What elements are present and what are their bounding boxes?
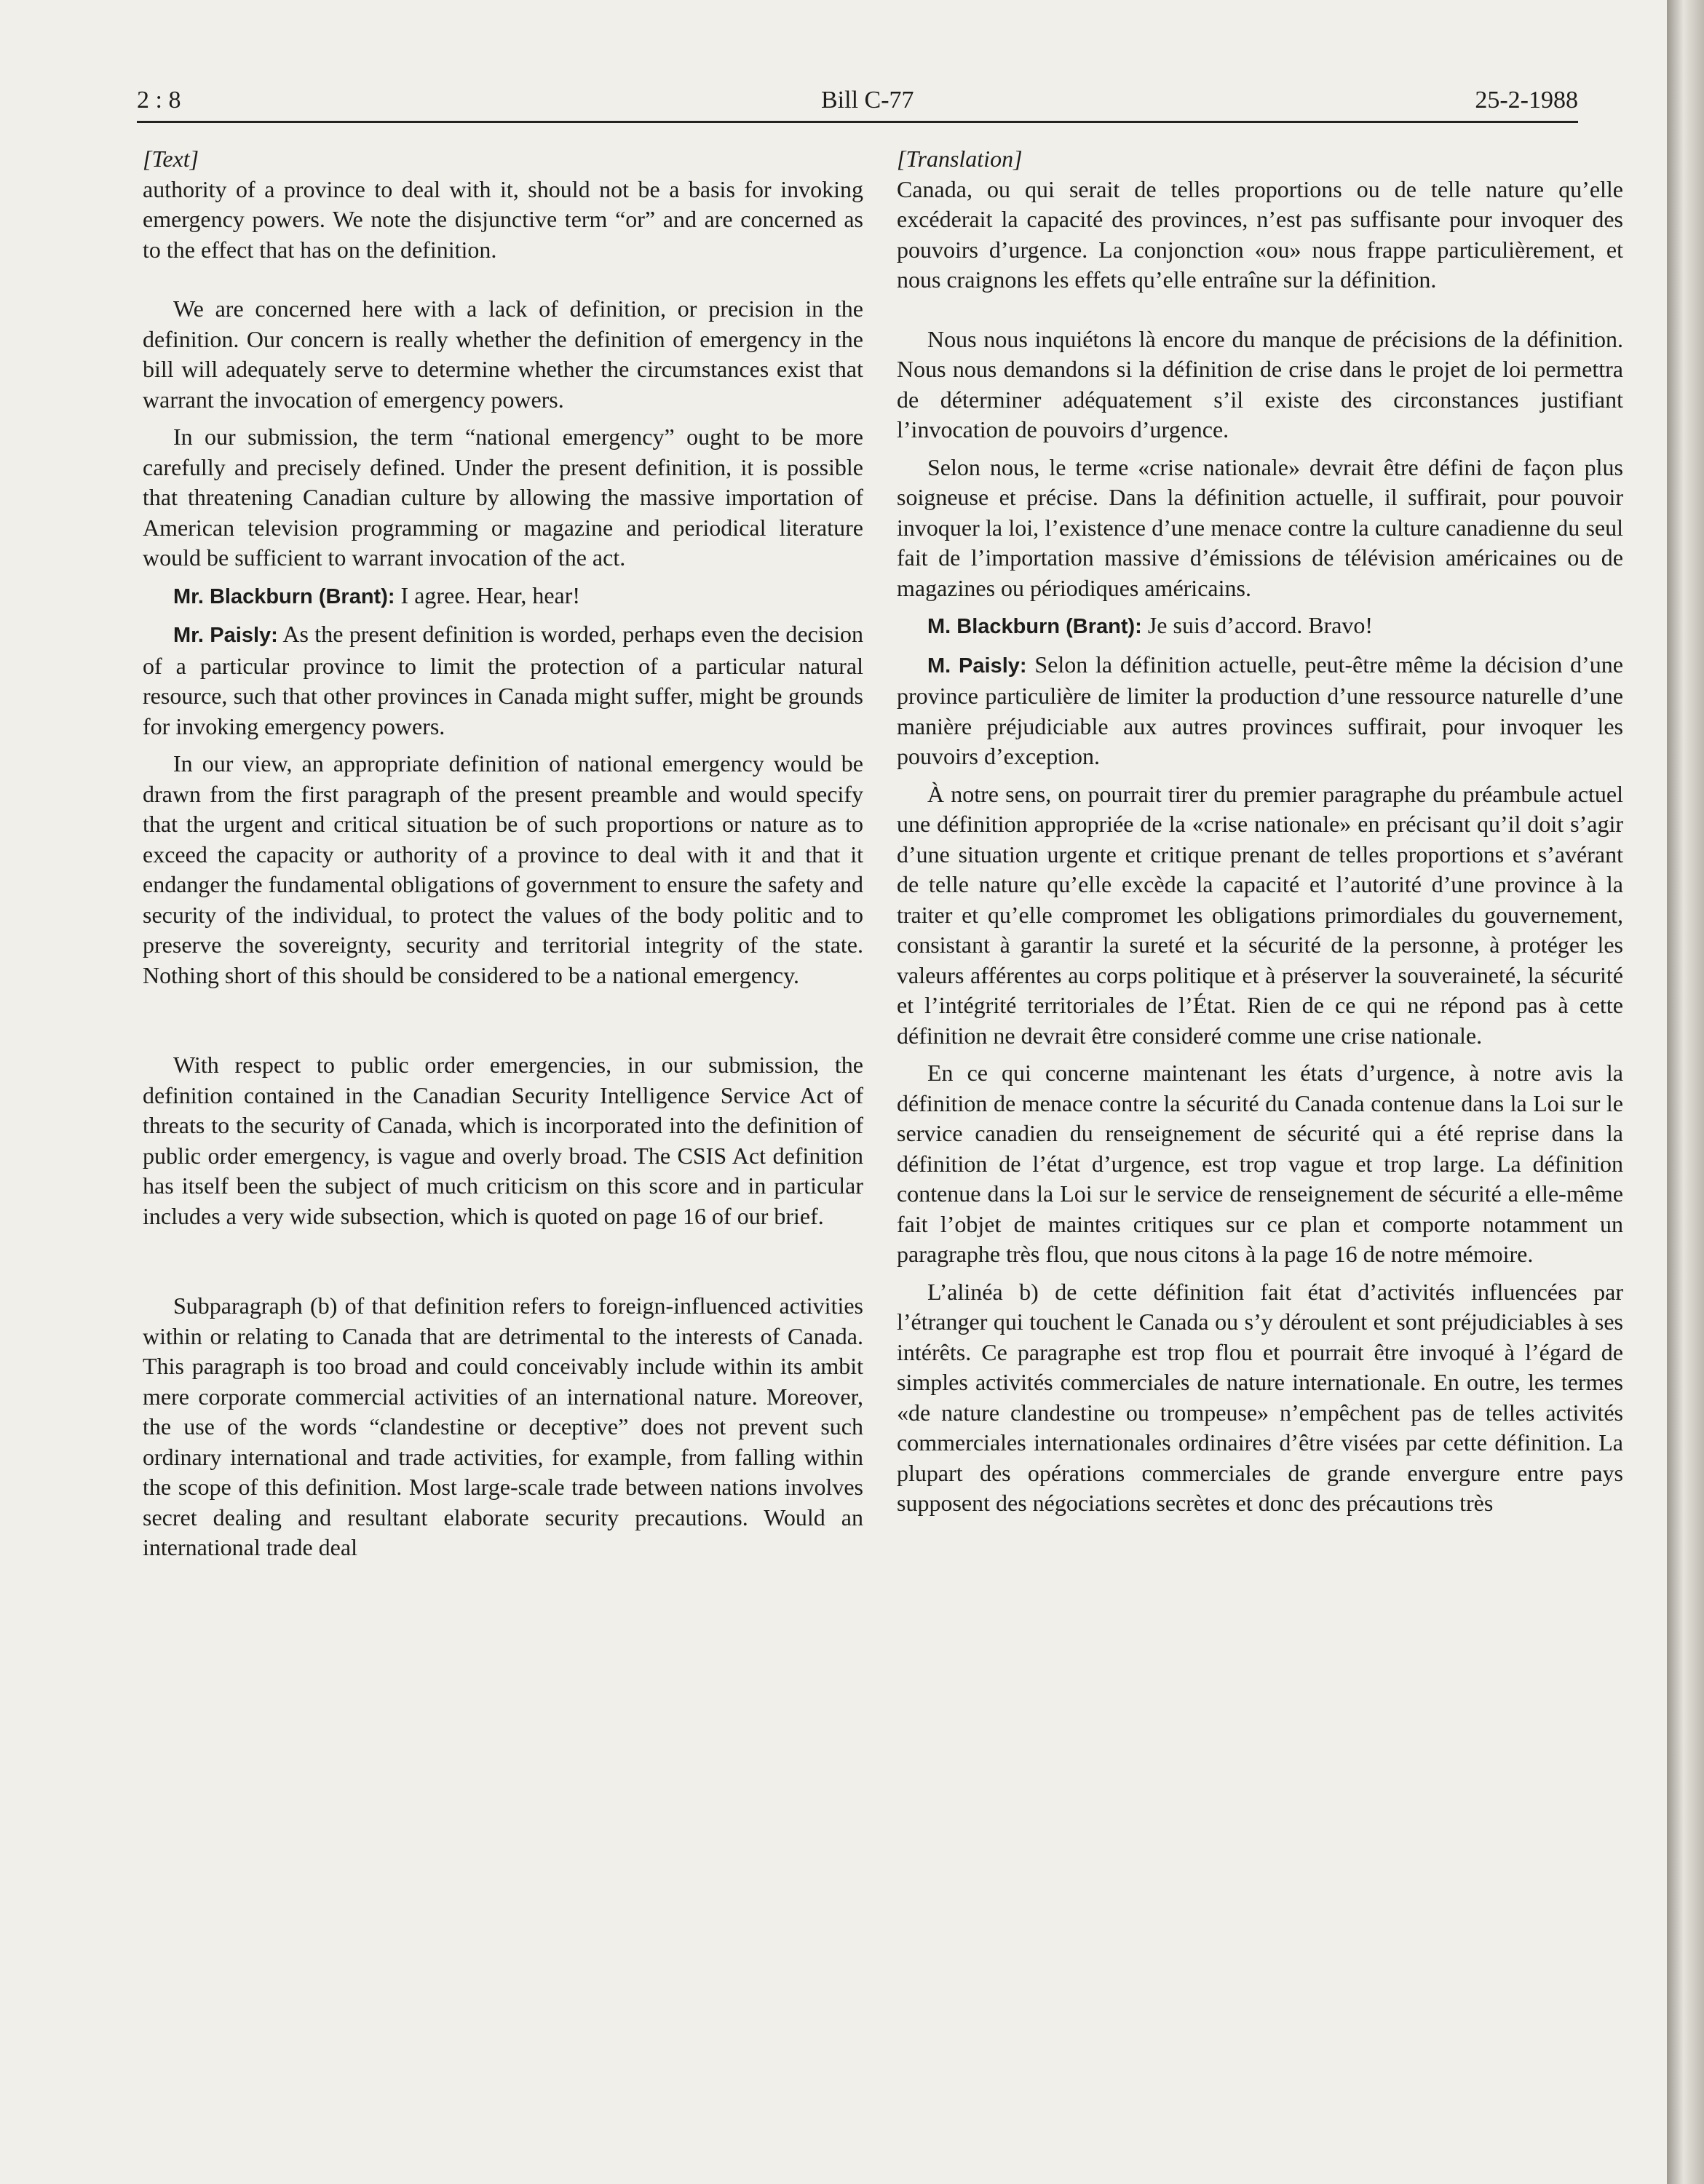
paragraph: In our view, an appropriate definition of national emergency would be drawn from the first paragraph of the present preamble and would specify that the urgent and critical situation be of such proportions or nature as to exceed the capacity or authority of a province to deal with it and that it endanger the fundamental obligations of government to ensure the safety and security of the individual, to protect the values of the body politic and to preserve the sovereignty, security and territorial integrity of the state. Nothing short of this should be considered to be a national emergency. xyxy=(143,750,863,988)
paragraph: We are concerned here with a lack of definition, or precision in the definition. Our concern is really whether the definition of emergency in the bill will adequately serve to determine whether the circumstances exist that warrant the invocation of emergency powers. xyxy=(143,295,863,413)
speaker-text: As the present definition is worded, perhaps even the decision of a particular province to limit the protection of a particular natural resource, such that other provinces in Canada might suffer, might be grounds for invoking emergency powers. xyxy=(143,621,863,739)
header-rule xyxy=(137,121,1578,123)
speaker-paragraph xyxy=(143,581,863,613)
column-label: [Text] xyxy=(143,146,199,172)
english-column xyxy=(143,144,863,1563)
speaker-text: Selon la définition actuelle, peut-être même la décision d’une province particulière de limiter la production d’une ressource naturelle d’une manière préjudiciable aux autres provinces suffirait, pour invoquer les pouvoirs d’exception. xyxy=(897,651,1623,769)
paragraph: L’alinéa b) de cette définition fait état d’activités influencées par l’étranger qui touchent le Canada ou s’y déroulent et sont préjudiciables à ses intérêts. Ce paragraphe est trop flou et pourrait être invoqué à l’égard de simples activités commerciales de nature internationale. En outre, les termes «de nature clandestine ou trompeuse» n’empêchent pas de telles activités commerciales internationales ordinaires d’être visées par cette définition. La plupart des opérations commerciales de grande envergure entre pays supposent des négociations secrètes et donc des précautions très xyxy=(897,1278,1623,1516)
paragraph: With respect to public order emergencies, in our submission, the definition contained in the Canadian Security Intelligence Service Act of threats to the security of Canada, which is incorporated into the definition of public order emergency, is vague and overly broad. The CSIS Act definition has itself been the subject of much criticism on this score and in particular includes a very wide subsection, which is quoted on page 16 of our brief. xyxy=(143,1052,863,1229)
page-number: 2 : 8 xyxy=(137,87,181,114)
speaker-text: Je suis d’accord. Bravo! xyxy=(1141,612,1374,638)
speaker-name: M. Blackburn (Brant): xyxy=(927,615,1142,638)
speaker-paragraph xyxy=(143,619,863,742)
page-edge xyxy=(1667,0,1704,2184)
speaker-name: Mr. Blackburn (Brant): xyxy=(173,584,395,608)
speaker-paragraph xyxy=(897,611,1623,643)
paragraph: En ce qui concerne maintenant les états d’urgence, à notre avis la définition de menace contre la sécurité du Canada contenue dans la Loi sur le service canadien du renseignement de sécurité qui a été reprise dans la définition de l’état d’urgence, est trop vague et trop large. La définition contenue dans la Loi sur le service de renseignement de sécurité a elle-même fait l’objet de maintes critiques sur ce plan et comporte notamment un paragraphe très flou, que nous citons à la page 16 de notre mémoire. xyxy=(897,1060,1623,1267)
paragraph: authority of a province to deal with it, should not be a basis for invoking emergency powers. We note the disjunctive term “or” and are concerned as to the effect that has on the definition. xyxy=(143,175,863,263)
paragraph: À notre sens, on pourrait tirer du premier paragraphe du préambule actuel une définition appropriée de la «crise nationale» en précisant qu’il doit s’agir d’une situation urgente et critique prenant de telles proportions et s’avérant de telle nature qu’elle excède la capacité et l’autorité d’une province à la traiter et qu’elle compromet les obligations primordiales du gouvernement, consistant à garantir la sureté et la sécurité de la personne, à protéger les valeurs afférentes au corps politique et à préserver la souveraineté, la sécurité et l’intégrité territoriales de l’État. Rien de ce qui ne répond pas à cette définition ne devrait être consideré comme une crise nationale. xyxy=(897,780,1623,1049)
bill-title: Bill C-77 xyxy=(821,87,914,114)
french-column xyxy=(897,144,1623,1519)
paragraph: Nous nous inquiétons là encore du manque de précisions de la définition. Nous nous demandons si la définition de crise dans le projet de loi permettra de déterminer adéquatement s’il existe des circonstances justifiant l’invocation de pouvoirs d’urgence. xyxy=(897,325,1623,442)
paragraph: Canada, ou qui serait de telles proportions ou de telle nature qu’elle excéderait la capacité des provinces, n’est pas suffisante pour invoquer des pouvoirs d’urgence. La conjonction «ou» nous frappe particulièrement, et nous craignons les effets qu’elle entraîne sur la définition. xyxy=(897,175,1623,293)
paragraph: Selon nous, le terme «crise nationale» devrait être défini de façon plus soigneuse et précise. Dans la définition actuelle, il suffirait, pour pouvoir invoquer la loi, l’existence d’une menace contre la culture canadienne du seul fait de l’importation massive d’émissions de télévision américaines ou de magazines ou périodiques américains. xyxy=(897,453,1623,601)
speaker-name: Mr. Paisly: xyxy=(173,624,278,647)
speaker-text: I agree. Hear, hear! xyxy=(395,581,581,608)
speaker-name: M. Paisly: xyxy=(927,654,1027,678)
speaker-paragraph xyxy=(897,650,1623,772)
paragraph: In our submission, the term “national emergency” ought to be more carefully and precisely defined. Under the present definition, it is possible that threatening Canadian culture by allowing the massive importation of American television programming or magazine and periodical literature would be sufficient to warrant invocation of the act. xyxy=(143,424,863,571)
paragraph: Subparagraph (b) of that definition refers to foreign-influenced activities within or relating to Canada that are detrimental to the interests of Canada. This paragraph is too broad and could conceivably include within its ambit mere corporate commercial activities of an international nature. Moreover, the use of the words “clandestine or deceptive” does not prevent such ordinary international and trade activities, for example, from falling within the scope of this definition. Most large-scale trade between nations involves secret dealing and resultant elaborate security precautions. Would an international trade deal xyxy=(143,1292,863,1560)
header-date: 25-2-1988 xyxy=(1475,87,1578,114)
page-header xyxy=(137,86,1578,115)
column-label: [Translation] xyxy=(897,146,1023,172)
